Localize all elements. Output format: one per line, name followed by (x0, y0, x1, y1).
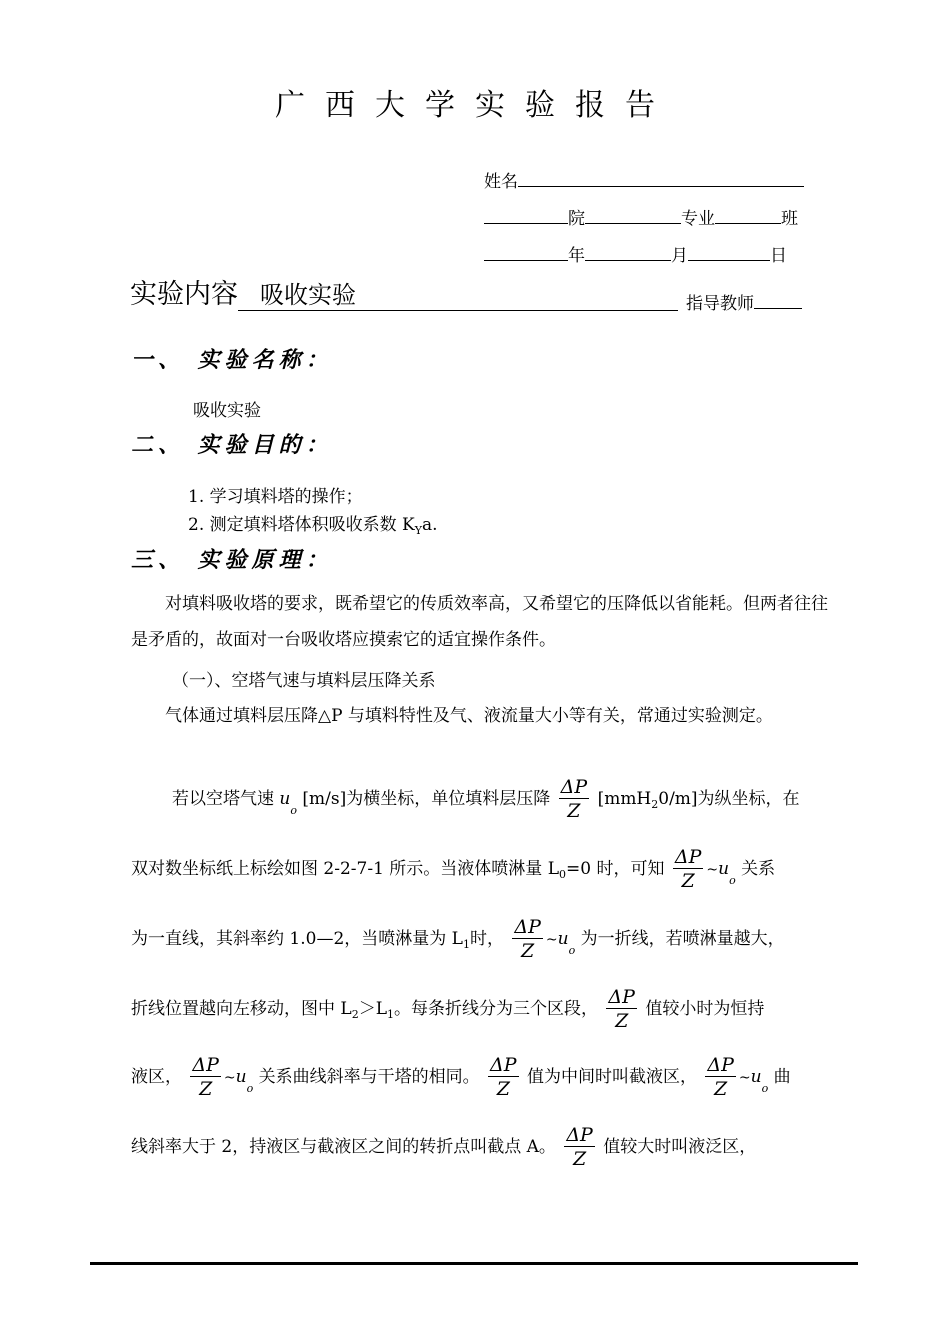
objective-item-2-sub: Y (414, 524, 422, 537)
formula-line-2 (131, 846, 775, 893)
name-row (484, 168, 804, 193)
fraction-denominator: Z (615, 1010, 629, 1032)
formula-line-6 (131, 1124, 756, 1171)
principle-paragraph-1: 对填料吸收塔的要求，既希望它的传质效率高，又希望它的压降低以省能耗。但两者往往是矛盾的，故面对一台吸收塔应摸索它的适宜操作条件。 (131, 594, 828, 650)
line-5-text-c: 值为中间时叫截液区， (526, 1067, 697, 1087)
line-4-sub-2: 1 (387, 1008, 394, 1021)
delta-p-over-z-fraction (673, 846, 704, 893)
fraction-denominator: Z (572, 1148, 587, 1170)
line-2-text-b: =0 时，可知 (566, 859, 665, 879)
report-title: 广西大学实验报告 (275, 88, 675, 123)
section-1-body: 吸收实验 (193, 401, 261, 421)
delta-p-over-z-fraction (512, 916, 543, 963)
section-3-heading: 三、 实验原理： (131, 548, 333, 573)
line-1-sub: 2 (651, 798, 659, 811)
line-5-text-a: 液区， (131, 1067, 182, 1087)
formula-line-1 (172, 776, 800, 823)
college-row (484, 205, 798, 230)
fraction-numerator: ΔP (674, 846, 702, 868)
line-6-text-a: 线斜率大于 2，持液区与截液区之间的转折点叫截点 A。 (131, 1137, 556, 1157)
principle-paragraph-2: 气体通过填料层压降△P 与填料特性及气、液流量大小等有关，常通过实验测定。 (165, 706, 773, 726)
section-1-heading: 一、 实验名称： (131, 348, 333, 373)
fraction-denominator: Z (567, 800, 581, 822)
college-blank[interactable] (484, 205, 568, 224)
fraction-numerator: ΔP (560, 776, 588, 798)
line-3-text-a: 为一直线，其斜率约 1.0—2，当喷淋量为 L (131, 929, 463, 949)
name-blank[interactable] (518, 168, 804, 187)
line-2-text-a: 双对数坐标纸上标绘如图 2-2-7-1 所示。当液体喷淋量 L (131, 859, 559, 879)
o-subscript: o (290, 804, 297, 817)
fraction-denominator: Z (714, 1078, 728, 1100)
line-3-sub: 1 (462, 938, 470, 951)
fraction-numerator: ΔP (608, 986, 635, 1008)
fraction-numerator: ΔP (490, 1054, 517, 1076)
teacher-row (686, 290, 802, 315)
delta-p-over-z-fraction (190, 1054, 221, 1101)
line-4-text-c: 。每条折线分为三个区段， (394, 999, 598, 1019)
delta-p-over-z-fraction (488, 1054, 519, 1101)
fraction-denominator: Z (496, 1078, 510, 1100)
objective-item-2-text: 2. 测定填料塔体积吸收系数 K (188, 515, 415, 535)
fraction-denominator: Z (521, 940, 535, 962)
major-label: 专业 (681, 209, 715, 229)
u-symbol: u (279, 789, 291, 809)
major-blank[interactable] (585, 205, 681, 224)
line-4-text-b: ＞L (358, 999, 387, 1019)
date-row (484, 242, 787, 267)
month-label: 月 (671, 246, 688, 266)
line-5-text-d: 曲 (773, 1067, 791, 1087)
experiment-content-row (130, 272, 678, 311)
name-label: 姓名 (484, 172, 518, 192)
line-2-sub: 0 (559, 868, 566, 881)
line-4-text-a: 折线位置越向左移动，图中 L (131, 999, 352, 1019)
u-symbol: u (750, 1067, 762, 1087)
tilde-symbol: ~ (738, 1070, 751, 1086)
fraction-numerator: ΔP (566, 1124, 593, 1146)
line-6-text-b: 值较大时叫液泛区， (603, 1137, 757, 1157)
u-symbol: u (557, 929, 569, 949)
u-symbol: u (718, 859, 730, 879)
fraction-numerator: ΔP (514, 916, 541, 938)
delta-p-over-z-fraction (606, 986, 637, 1033)
delta-p-over-z-fraction (559, 776, 590, 823)
u-symbol: u (235, 1067, 247, 1087)
teacher-blank[interactable] (754, 290, 802, 309)
tilde-symbol: ~ (545, 932, 558, 948)
o-subscript: o (761, 1082, 769, 1095)
formula-line-4 (131, 986, 764, 1033)
day-blank[interactable] (688, 242, 770, 261)
line-4-sub-1: 2 (351, 1008, 359, 1021)
year-blank[interactable] (484, 242, 568, 261)
fraction-numerator: ΔP (707, 1054, 734, 1076)
fraction-numerator: ΔP (192, 1054, 219, 1076)
tilde-symbol: ~ (706, 862, 719, 878)
class-label: 班 (781, 209, 798, 229)
delta-p-over-z-fraction (564, 1124, 595, 1171)
month-blank[interactable] (585, 242, 671, 261)
section-2-heading: 二、 实验目的： (131, 433, 333, 458)
objective-item-2 (188, 510, 438, 537)
formula-line-5 (131, 1054, 791, 1101)
experiment-content-label: 实验内容 (130, 279, 238, 310)
objective-item-1: 1. 学习填料塔的操作； (188, 487, 363, 507)
line-4-text-d: 值较小时为恒持 (645, 999, 765, 1019)
tilde-symbol: ~ (223, 1070, 236, 1086)
o-subscript: o (246, 1082, 254, 1095)
bottom-rule (90, 1262, 858, 1265)
line-3-text-c: 为一折线，若喷淋量越大， (580, 929, 785, 949)
formula-line-3 (131, 916, 785, 963)
principle-subheading: （一）、空塔气速与填料层压降关系 (172, 671, 436, 691)
line-3-text-b: 时， (469, 929, 504, 949)
fraction-denominator: Z (199, 1078, 213, 1100)
line-5-text-b: 关系曲线斜率与干塔的相同。 (258, 1067, 480, 1087)
teacher-label: 指导教师 (686, 294, 754, 314)
experiment-content-value[interactable]: 吸收实验 (238, 275, 678, 311)
line-1-text-a: 若以空塔气速 (172, 789, 274, 809)
class-blank[interactable] (715, 205, 781, 224)
line-1-text-d: 0/m]为纵坐标，在 (658, 789, 800, 809)
line-2-text-c: 关系 (741, 859, 776, 879)
year-label: 年 (568, 246, 585, 266)
line-1-text-c: [mmH (597, 789, 652, 809)
fraction-denominator: Z (681, 870, 695, 892)
delta-p-over-z-fraction (705, 1054, 736, 1101)
line-1-text-b: [m/s]为横坐标，单位填料层压降 (302, 789, 551, 809)
day-label: 日 (770, 246, 787, 266)
college-label: 院 (568, 209, 585, 229)
o-subscript: o (729, 874, 736, 887)
o-subscript: o (568, 944, 576, 957)
objective-item-2-end: a. (422, 515, 438, 535)
